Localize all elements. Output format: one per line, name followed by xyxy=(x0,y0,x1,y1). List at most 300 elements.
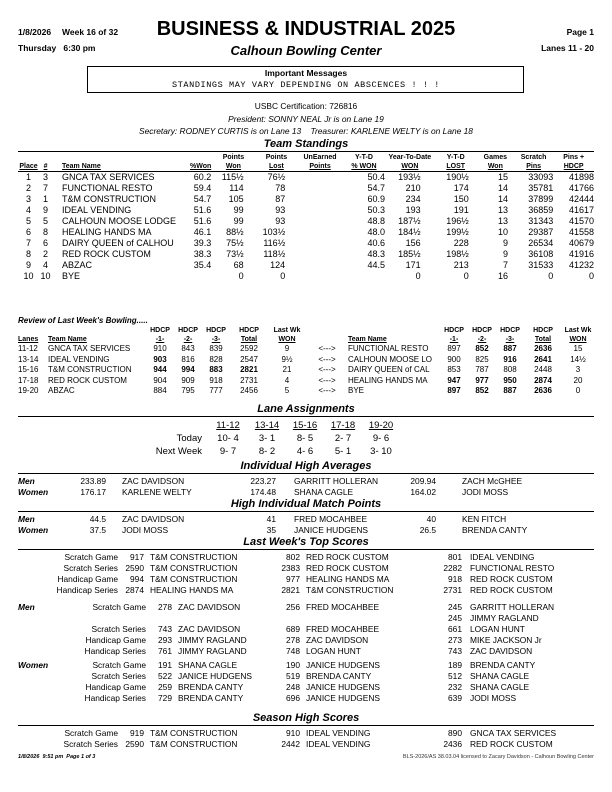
score-name: HEALING HANDS MA xyxy=(150,585,234,595)
standings-cell-points-lost: 76½ xyxy=(267,172,286,182)
standings-row xyxy=(18,249,594,260)
standings-cell-ytd-won: 0 xyxy=(415,271,421,281)
messages-heading: Important Messages xyxy=(264,68,348,78)
lane-today-row xyxy=(150,432,400,445)
score-category: Handicap Game xyxy=(57,574,118,584)
standings-cell-team-number: 8 xyxy=(43,227,49,237)
score-value: 248 xyxy=(286,682,300,692)
score-name: FRED MOCAHBEE xyxy=(306,624,380,634)
standings-row xyxy=(18,183,594,194)
standings-cell-ytd-won: 184½ xyxy=(398,227,421,237)
score-name: JIMMY RAGLAND xyxy=(470,613,539,623)
group-label-men: Men xyxy=(18,514,35,524)
report-day-time: Thursday 6:30 pm xyxy=(18,43,96,53)
standings-cell-ytd-won: 156 xyxy=(405,238,421,248)
standings-cell-team-name: T&M CONSTRUCTION xyxy=(62,194,157,204)
report-week: Week 16 of 32 xyxy=(62,27,119,37)
lane-matchup: 10- 4 xyxy=(217,433,239,444)
score-name: IDEAL VENDING xyxy=(470,552,535,562)
standings-cell-pins-hdcp: 40679 xyxy=(568,238,594,248)
score-value: 519 xyxy=(286,671,300,681)
col-team-number: # xyxy=(39,154,52,172)
standings-cell-place: 10 xyxy=(23,271,34,281)
review-cell-lanes: 11-12 xyxy=(18,344,38,353)
review-cell-a-g1: 910 xyxy=(153,344,167,353)
score-value: 189 xyxy=(448,660,462,670)
standings-cell-pct-won: 54.7 xyxy=(193,194,212,204)
standings-cell-ytd-lost: 198½ xyxy=(446,249,469,259)
standings-cell-ytd-won: 171 xyxy=(405,260,421,270)
review-cell-a-g3: 883 xyxy=(209,365,223,375)
score-value: 512 xyxy=(448,671,462,681)
high-match-divider xyxy=(18,511,594,512)
lane-matchup: 3- 1 xyxy=(258,433,276,444)
standings-cell-pins-hdcp: 41558 xyxy=(568,227,594,237)
standings-cell-place: 1 xyxy=(26,172,32,182)
standings-cell-team-name: DAIRY QUEEN of CALHOU xyxy=(62,238,174,248)
score-name: LOGAN HUNT xyxy=(470,624,525,634)
standings-cell-points-won: 105 xyxy=(228,194,244,204)
lane-matchup: 2- 7 xyxy=(334,433,352,444)
standings-cell-ytd-pct: 50.3 xyxy=(367,205,386,215)
lane-pair-label: 11-12 xyxy=(216,420,240,431)
standings-cell-place: 2 xyxy=(26,183,32,193)
review-cell-b-won: 20 xyxy=(573,375,583,385)
review-row xyxy=(18,344,594,355)
standings-cell-points-won: 68 xyxy=(233,260,244,270)
standings-cell-pins-hdcp: 41617 xyxy=(568,205,594,215)
standings-table xyxy=(18,154,594,282)
page-number: Page 1 xyxy=(566,27,594,37)
lanes-range: Lanes 11 - 20 xyxy=(541,43,594,53)
standings-cell-place: 7 xyxy=(26,238,32,248)
review-cell-b-g1: 947 xyxy=(447,375,461,385)
standings-cell-pct-won: 60.2 xyxy=(193,172,212,182)
messages-text: STANDINGS MAY VARY DEPENDING ON ABSCENCES ! ! ! xyxy=(172,80,440,90)
score-value: 977 xyxy=(286,574,300,584)
standings-cell-points-lost: 93 xyxy=(275,216,286,226)
review-cell-team-b: DAIRY QUEEN of CAL xyxy=(348,365,430,375)
standings-cell-ytd-pct: 48.0 xyxy=(367,227,386,237)
score-name: BRENDA CANTY xyxy=(306,671,372,681)
standings-cell-points-lost: 103½ xyxy=(262,227,286,237)
review-cell-a-g1: 903 xyxy=(153,354,167,364)
standings-cell-games-won: 9 xyxy=(502,249,508,259)
lane-matchup: 5- 1 xyxy=(334,446,352,457)
standings-cell-scratch-pins: 26534 xyxy=(528,238,554,248)
score-value: 761 xyxy=(158,646,172,656)
score-value: 232 xyxy=(448,682,462,692)
standings-cell-team-number: 2 xyxy=(43,249,49,259)
group-label-women: Women xyxy=(18,660,49,670)
score-value: 639 xyxy=(448,693,462,703)
review-cell-a-g3: 839 xyxy=(209,344,223,353)
standings-cell-ytd-won: 187½ xyxy=(398,216,421,226)
standings-divider xyxy=(18,151,594,152)
score-value: 190 xyxy=(286,660,300,670)
standings-cell-ytd-pct: 40.6 xyxy=(367,238,386,248)
standings-cell-points-won: 88½ xyxy=(226,227,244,237)
score-value: 522 xyxy=(158,671,172,681)
review-cell-b-g2: 852 xyxy=(475,344,489,353)
lane-assignments-heading: Lane Assignments xyxy=(257,403,355,415)
score-value: 2436 xyxy=(443,739,462,749)
standings-cell-team-name: GNCA TAX SERVICES xyxy=(62,172,155,182)
score-value: 293 xyxy=(158,635,172,645)
review-cell-team-b: BYE xyxy=(348,386,365,396)
review-row xyxy=(18,386,594,397)
col-ytd-lost: Y-T-D LOST xyxy=(435,154,477,172)
score-name: ZAC DAVIDSON xyxy=(178,624,241,634)
score-category: Handicap Series xyxy=(56,585,118,595)
high_match-name: JANICE HUDGENS xyxy=(294,525,368,535)
score-name: SHANA CAGLE xyxy=(470,671,530,681)
score-value: 273 xyxy=(448,635,462,645)
lane-assignments-divider xyxy=(18,416,594,417)
standings-cell-scratch-pins: 35781 xyxy=(528,183,554,193)
score-name: RED ROCK CUSTOM xyxy=(470,574,553,584)
score-name: T&M CONSTRUCTION xyxy=(150,739,238,749)
review-cell-b-won: 0 xyxy=(575,386,581,396)
review-cell-b-won: 3 xyxy=(575,365,581,375)
standings-cell-place: 9 xyxy=(26,260,32,270)
standings-cell-points-won: 99 xyxy=(233,205,244,215)
high_match-name: BRENDA CANTY xyxy=(462,525,528,535)
score-name: JIMMY RAGLAND xyxy=(178,646,247,656)
review-cell-b-total: 2641 xyxy=(534,354,552,364)
score-value: 2590 xyxy=(125,739,144,749)
review-cell-a-won: 5 xyxy=(284,386,290,396)
review-cell-lanes: 19-20 xyxy=(18,386,39,396)
review-cell-team-b: HEALING HANDS MA xyxy=(348,375,428,385)
rcol-team-name-2: Team Name xyxy=(348,335,387,343)
standings-row xyxy=(18,172,594,184)
review-cell-a-won: 4 xyxy=(284,375,290,385)
col-pct-won: %Won xyxy=(176,154,211,172)
score-value: 2590 xyxy=(125,563,144,573)
lane-assignments-table xyxy=(150,419,400,458)
col-ytd-pct: Y-T-D % WON xyxy=(343,154,385,172)
review-cell-b-g1: 897 xyxy=(447,344,461,353)
league-title: BUSINESS & INDUSTRIAL 2025 xyxy=(156,18,456,40)
rcol-hdcp3: HDCP -3- xyxy=(206,327,226,343)
score-name: T&M CONSTRUCTION xyxy=(150,563,238,573)
score-value: 743 xyxy=(448,646,462,656)
score-name: JANICE HUDGENS xyxy=(306,693,380,703)
lane-row-label: Next Week xyxy=(155,446,202,457)
rcol-last-won-2: Last Wk WON xyxy=(564,327,592,343)
review-cell-b-total: 2874 xyxy=(534,375,552,385)
review-cell-vs: <---> xyxy=(318,365,336,375)
score-value: 729 xyxy=(158,693,172,703)
score-value: 2874 xyxy=(125,585,144,595)
standings-cell-points-won: 0 xyxy=(238,271,244,281)
score-name: JODI MOSS xyxy=(470,693,517,703)
review-cell-b-g3: 916 xyxy=(503,354,517,364)
review-cell-a-total: 2547 xyxy=(240,354,258,364)
score-name: GARRITT HOLLERAN xyxy=(470,602,555,612)
standings-cell-unearned xyxy=(297,183,343,194)
standings-cell-scratch-pins: 29387 xyxy=(528,227,554,237)
high_match-name: ZAC DAVIDSON xyxy=(122,514,185,524)
review-header-row xyxy=(18,327,594,344)
high_match-name: KEN FITCH xyxy=(462,514,507,524)
top-scores-divider xyxy=(18,549,594,550)
review-cell-team-a: GNCA TAX SERVICES xyxy=(48,344,131,353)
standings-cell-games-won: 14 xyxy=(497,183,508,193)
review-cell-vs: <---> xyxy=(318,386,336,396)
score-value: 259 xyxy=(158,682,172,692)
standings-cell-pins-hdcp: 41916 xyxy=(568,249,594,259)
standings-cell-pct-won: 51.6 xyxy=(193,216,212,226)
review-cell-lanes: 17-18 xyxy=(18,375,39,385)
review-cell-b-g3: 808 xyxy=(503,365,517,375)
high_avg-name: JODI MOSS xyxy=(462,487,509,497)
standings-cell-ytd-pct: 50.4 xyxy=(367,172,386,182)
review-cell-team-a: RED ROCK CUSTOM xyxy=(48,375,127,385)
score-name: T&M CONSTRUCTION xyxy=(150,728,238,738)
rcol-hdcp1-2: HDCP -1- xyxy=(444,327,464,343)
standings-cell-points-won: 73½ xyxy=(226,249,244,259)
score-name: JANICE HUDGENS xyxy=(178,671,252,681)
score-name: BRENDA CANTY xyxy=(470,660,536,670)
standings-cell-team-name: HEALING HANDS MA xyxy=(62,227,152,237)
standings-cell-pins-hdcp: 41232 xyxy=(568,260,594,270)
high_match-value: 37.5 xyxy=(89,525,106,535)
score-category: Handicap Game xyxy=(85,635,146,645)
standings-cell-team-number: 5 xyxy=(43,216,49,226)
standings-cell-unearned xyxy=(297,194,343,205)
score-name: GNCA TAX SERVICES xyxy=(470,728,557,738)
col-points-lost: Points Lost xyxy=(256,154,298,172)
review-cell-team-a: T&M CONSTRUCTION xyxy=(48,365,132,375)
standings-cell-ytd-lost: 174 xyxy=(453,183,469,193)
standings-row xyxy=(18,205,594,216)
standings-cell-points-lost: 78 xyxy=(275,183,286,193)
score-value: 689 xyxy=(286,624,300,634)
score-value: 256 xyxy=(286,602,300,612)
high_avg-value: 223.27 xyxy=(250,476,276,486)
standings-cell-ytd-won: 193½ xyxy=(398,172,421,182)
review-cell-b-total: 2448 xyxy=(534,365,552,375)
score-name: RED ROCK CUSTOM xyxy=(306,563,389,573)
lane-pairs-row xyxy=(150,419,400,432)
review-row xyxy=(18,365,594,376)
review-cell-a-won: 9 xyxy=(284,344,290,353)
score-value: 994 xyxy=(130,574,144,584)
review-cell-b-g3: 950 xyxy=(503,375,517,385)
standings-cell-pct-won: 39.3 xyxy=(193,238,212,248)
review-row xyxy=(18,355,594,366)
group-label-women: Women xyxy=(18,487,49,497)
standings-cell-games-won: 15 xyxy=(497,172,508,182)
standings-cell-ytd-lost: 213 xyxy=(453,260,469,270)
high_avg-value: 176.17 xyxy=(80,487,106,497)
high-averages-heading: Individual High Averages xyxy=(240,460,372,472)
standings-cell-points-lost: 118½ xyxy=(263,249,286,259)
standings-cell-games-won: 7 xyxy=(502,260,508,270)
standings-cell-team-number: 10 xyxy=(40,271,51,281)
standings-cell-ytd-pct: 48.8 xyxy=(367,216,386,226)
president-line: President: SONNY NEAL Jr is on Lane 19 xyxy=(228,114,384,124)
score-category: Scratch Series xyxy=(91,671,146,681)
score-category: Scratch Game xyxy=(92,660,146,670)
review-cell-a-g2: 994 xyxy=(181,365,195,375)
score-name: ZAC DAVIDSON xyxy=(178,602,241,612)
standings-cell-ytd-lost: 150 xyxy=(453,194,469,204)
score-value: 278 xyxy=(158,602,172,612)
standings-cell-ytd-won: 185½ xyxy=(398,249,421,259)
standings-cell-games-won: 13 xyxy=(497,216,508,226)
review-cell-a-g3: 828 xyxy=(209,354,223,364)
lane-matchup: 8- 5 xyxy=(296,433,314,444)
standings-row xyxy=(18,271,594,282)
standings-cell-scratch-pins: 36108 xyxy=(528,249,554,259)
score-name: ZAC DAVIDSON xyxy=(306,635,369,645)
standings-cell-games-won: 16 xyxy=(497,271,508,281)
review-cell-a-g2: 909 xyxy=(181,375,195,385)
col-points-won: Points Won xyxy=(211,154,255,172)
standings-cell-points-lost: 0 xyxy=(280,271,286,281)
col-place: Place xyxy=(18,154,39,172)
rcol-hdcp-total: HDCP Total xyxy=(239,327,259,343)
score-name: FRED MOCAHBEE xyxy=(306,602,380,612)
score-name: MIKE JACKSON Jr xyxy=(470,635,542,645)
lane-matchup: 8- 2 xyxy=(258,446,276,457)
score-name: T&M CONSTRUCTION xyxy=(150,552,238,562)
season-high-divider xyxy=(18,725,594,726)
score-value: 890 xyxy=(448,728,462,738)
review-cell-a-g2: 795 xyxy=(181,386,195,396)
standings-cell-ytd-lost: 196½ xyxy=(446,216,469,226)
review-cell-b-total: 2636 xyxy=(534,386,552,396)
rcol-hdcp-total-2: HDCP Total xyxy=(533,327,553,343)
score-value: 278 xyxy=(286,635,300,645)
high_match-value: 26.5 xyxy=(419,525,436,535)
col-unearned: UnEarned Points xyxy=(297,154,343,172)
rcol-hdcp1: HDCP -1- xyxy=(150,327,170,343)
review-cell-team-b: FUNCTIONAL RESTO xyxy=(348,344,429,353)
lane-matchup: 9- 6 xyxy=(372,433,390,444)
rcol-lanes: Lanes xyxy=(18,335,39,343)
standings-cell-unearned xyxy=(297,216,343,227)
standings-cell-pct-won: 59.4 xyxy=(193,183,212,193)
standings-cell-ytd-pct: 44.5 xyxy=(367,260,386,270)
standings-cell-points-won: 115½ xyxy=(221,172,244,182)
standings-row xyxy=(18,216,594,227)
score-name: BRENDA CANTY xyxy=(178,693,244,703)
group-label-men: Men xyxy=(18,602,35,612)
standings-cell-team-name: RED ROCK CUSTOM xyxy=(62,249,151,259)
review-cell-lanes: 13-14 xyxy=(18,354,39,364)
score-value: 2282 xyxy=(443,563,462,573)
standings-cell-scratch-pins: 31533 xyxy=(528,260,554,270)
score-category: Handicap Game xyxy=(85,682,146,692)
standings-row xyxy=(18,260,594,271)
standings-cell-pins-hdcp: 41898 xyxy=(568,172,594,182)
group-label-men: Men xyxy=(18,476,35,486)
review-cell-b-g2: 787 xyxy=(475,365,489,375)
standings-cell-points-won: 99 xyxy=(233,216,244,226)
standings-cell-scratch-pins: 31343 xyxy=(528,216,554,226)
standings-cell-ytd-pct: 60.9 xyxy=(367,194,386,204)
standings-cell-team-number: 7 xyxy=(43,183,49,193)
col-pins-hdcp: Pins + HDCP xyxy=(553,154,594,172)
lane-pair-label: 17-18 xyxy=(330,420,356,431)
review-row xyxy=(18,376,594,387)
score-name: SHANA CAGLE xyxy=(470,682,530,692)
high_match-name: FRED MOCAHBEE xyxy=(294,514,368,524)
score-name: HEALING HANDS MA xyxy=(306,574,390,584)
standings-cell-ytd-lost: 191 xyxy=(453,205,469,215)
review-cell-a-g1: 884 xyxy=(153,386,167,396)
footer-print-info: 1/8/2026 9:51 pm Page 1 of 3 xyxy=(18,754,96,760)
standings-cell-unearned xyxy=(297,249,343,260)
standings-cell-ytd-lost: 228 xyxy=(453,238,469,248)
standings-cell-team-number: 1 xyxy=(43,194,49,204)
standings-header-row xyxy=(18,154,594,172)
standings-cell-points-lost: 93 xyxy=(275,205,286,215)
review-cell-a-g2: 843 xyxy=(181,344,195,353)
standings-cell-scratch-pins: 0 xyxy=(548,271,554,281)
lane-row-label: Today xyxy=(176,433,202,444)
review-cell-a-g1: 904 xyxy=(153,375,167,385)
review-cell-vs: <---> xyxy=(318,344,336,353)
standings-cell-pins-hdcp: 42444 xyxy=(568,194,594,204)
standings-cell-games-won: 14 xyxy=(497,194,508,204)
standings-cell-scratch-pins: 37899 xyxy=(528,194,554,204)
group-label-women: Women xyxy=(18,525,49,535)
standings-cell-games-won: 9 xyxy=(502,238,508,248)
standings-cell-pct-won: 38.3 xyxy=(193,249,212,259)
standings-cell-place: 5 xyxy=(26,216,32,226)
score-value: 245 xyxy=(448,602,462,612)
high_avg-name: SHANA CAGLE xyxy=(294,487,354,497)
score-value: 801 xyxy=(448,552,462,562)
standings-cell-points-won: 114 xyxy=(229,183,244,193)
standings-cell-team-number: 4 xyxy=(43,260,49,270)
col-scratch-pins: Scratch Pins xyxy=(514,154,553,172)
score-category: Scratch Series xyxy=(63,563,118,573)
high_match-value: 35 xyxy=(266,525,276,535)
lane-pair-label: 19-20 xyxy=(368,420,394,431)
standings-cell-pct-won: 46.1 xyxy=(193,227,212,237)
score-value: 2442 xyxy=(281,739,300,749)
score-name: BRENDA CANTY xyxy=(178,682,244,692)
standings-cell-team-name: BYE xyxy=(62,271,81,281)
rcol-last-won: Last Wk WON xyxy=(273,327,301,343)
lane-matchup: 4- 6 xyxy=(296,446,314,457)
standings-cell-games-won: 13 xyxy=(497,205,508,215)
lane-matchup: 3- 10 xyxy=(370,446,392,457)
high_match-value: 40 xyxy=(426,514,436,524)
standings-cell-place: 8 xyxy=(26,249,32,259)
review-cell-a-total: 2821 xyxy=(240,365,258,375)
standings-cell-scratch-pins: 33093 xyxy=(528,172,554,182)
review-cell-team-b: CALHOUN MOOSE LO xyxy=(348,354,433,364)
standings-cell-pct-won xyxy=(176,271,211,282)
review-cell-a-g3: 918 xyxy=(209,375,223,385)
high_avg-name: ZAC DAVIDSON xyxy=(122,476,185,486)
review-cell-b-g2: 825 xyxy=(475,354,489,364)
review-cell-b-g2: 977 xyxy=(475,375,489,385)
standings-cell-pins-hdcp: 41766 xyxy=(568,183,594,193)
lane-matchup: 9- 7 xyxy=(219,446,237,457)
standings-cell-games-won: 10 xyxy=(497,227,508,237)
review-cell-team-a: ABZAC xyxy=(48,386,75,396)
score-value: 245 xyxy=(448,613,462,623)
standings-row xyxy=(18,227,594,238)
